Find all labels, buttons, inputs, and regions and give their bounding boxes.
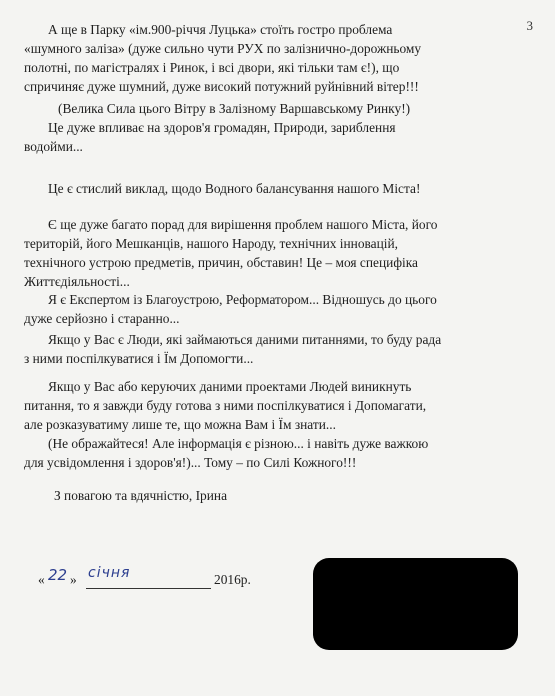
- date-month-handwritten: січня: [88, 565, 131, 581]
- redaction-box: [313, 558, 518, 650]
- text-line: водойми...: [24, 139, 83, 154]
- paragraph-wind-force: [24, 99, 530, 118]
- page-number: 3: [526, 18, 533, 33]
- paragraph-summary: [24, 179, 530, 198]
- text-line: спричиняє дуже шумний, дуже високий потужний руйнівний вітер!!!: [24, 79, 419, 94]
- closing-signature: З повагою та вдячністю, Ірина: [54, 488, 228, 503]
- text-line: «шумного заліза» (дуже сильно чути РУХ по залізнично-дорожньому: [24, 41, 422, 56]
- paragraph-more-advice: [24, 215, 530, 291]
- text-line: територій, його Мешканців, нашого Народу, технічних інновацій,: [24, 236, 399, 251]
- date-close-quote: »: [70, 572, 77, 587]
- text-line: з ними поспілкуватися і Їм Допомогти...: [24, 351, 254, 366]
- text-line: Це дуже впливає на здоров'я громадян, Природи, зариблення: [48, 120, 396, 135]
- text-line: дуже серйозно і старанно...: [24, 311, 180, 326]
- date-open-quote: «: [38, 572, 45, 587]
- paragraph-questions: [24, 377, 530, 434]
- paragraph-contact-people: [24, 330, 530, 368]
- text-line: Є ще дуже багато порад для вирішення проблем нашого Міста, його: [48, 217, 438, 232]
- text-line: Життєдіяльності...: [24, 274, 130, 289]
- text-line: технічного устрою предметів, причин, обставин! Це – моя специфіка: [24, 255, 418, 270]
- text-line: Я є Експертом із Благоустрою, Реформатором... Відношусь до цього: [48, 292, 437, 307]
- date-year: 2016р.: [214, 572, 251, 587]
- text-line: але розказуватиму лише те, що можна Вам і Їм знати...: [24, 417, 336, 432]
- paragraph-disclaimer: [24, 434, 530, 472]
- paragraph-expert: [24, 290, 530, 328]
- text-line: для усвідомлення і здоров'я!)... Тому – по Силі Кожного!!!: [24, 455, 357, 470]
- paragraph-park-noise: [24, 20, 530, 96]
- date-underline: [86, 588, 211, 589]
- text-line: Якщо у Вас або керуючих даними проектами Людей виникнуть: [48, 379, 412, 394]
- text-line: А ще в Парку «ім.900-річчя Луцька» стоїть гостро проблема: [48, 22, 393, 37]
- date-line: [38, 565, 268, 596]
- text-line: (Велика Сила цього Вітру в Залізному Варшавському Ринку!): [58, 101, 411, 116]
- text-line: Це є стислий виклад, щодо Водного балансування нашого Міста!: [48, 181, 421, 196]
- text-line: Якщо у Вас є Люди, які займаються даними питаннями, то буду рада: [48, 332, 442, 347]
- paragraph-health-impact: [24, 118, 530, 156]
- date-day-handwritten: 22: [48, 566, 68, 584]
- text-line: (Не ображайтеся! Але інформація є різною... і навіть дуже важкою: [48, 436, 429, 451]
- text-line: питання, то я завжди буду готова з ними поспілкуватися і Допомагати,: [24, 398, 427, 413]
- text-line: полотні, по магістралях і Ринок, і всі двори, які тільки там є!), що: [24, 60, 400, 75]
